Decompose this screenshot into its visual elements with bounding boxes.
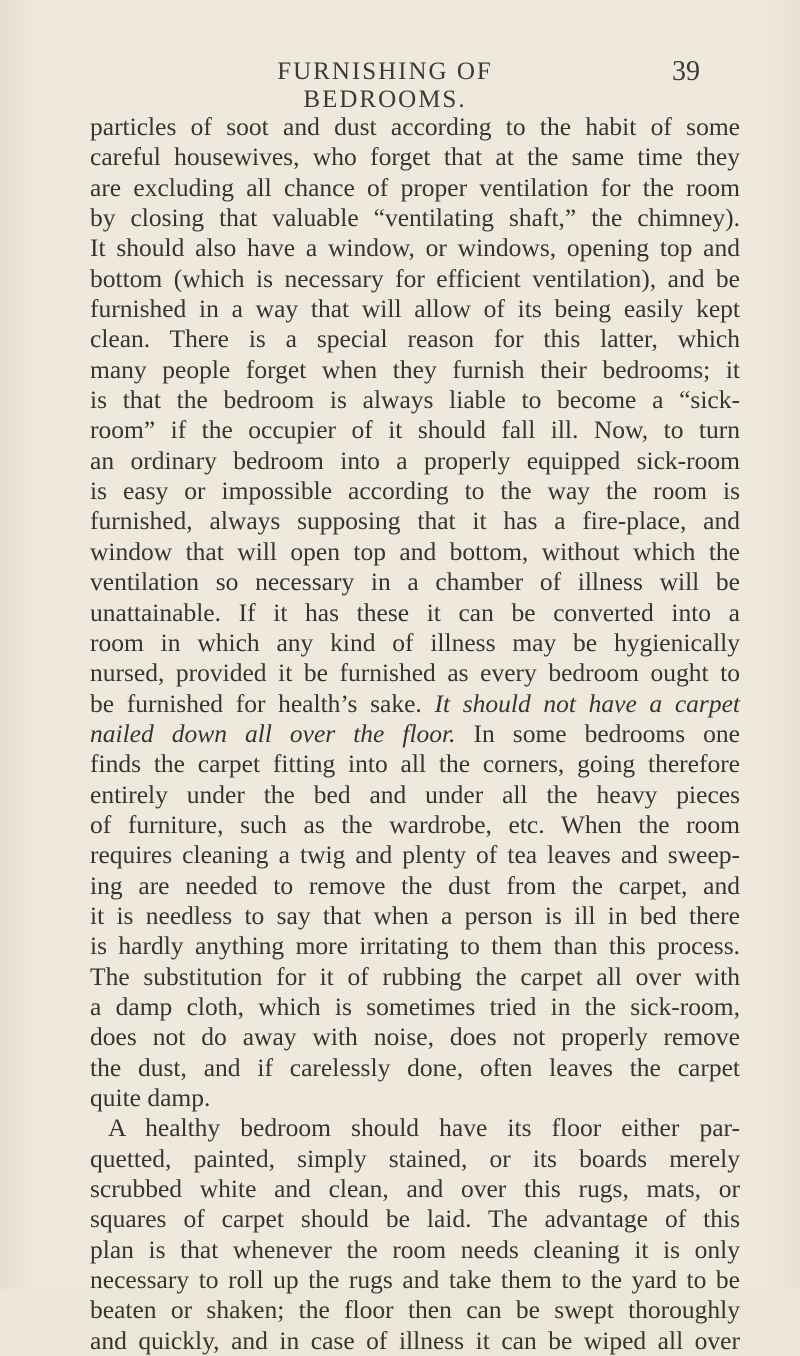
text-line: unattainable. If it has these it can be converted into a xyxy=(90,597,740,627)
text-line: ventilation so necessary in a chamber of illness will be xyxy=(90,567,740,597)
text-line: and quickly, and in case of illness it can be wiped all over xyxy=(90,1325,740,1355)
text-line: room in which any kind of illness may be hygienically xyxy=(90,627,740,657)
text-line: It should also have a window, or windows, opening top and xyxy=(90,233,740,263)
text-line: particles of soot and dust according to the habit of some xyxy=(90,112,740,141)
text-line: beaten or shaken; the floor then can be swept thoroughly xyxy=(90,1295,740,1325)
text-line: scrubbed white and clean, and over this rugs, mats, or xyxy=(90,1174,740,1204)
text-line: A healthy bedroom should have its floor either par- xyxy=(108,1113,740,1143)
text-line: room” if the occupier of it should fall ill. Now, to turn xyxy=(90,415,740,445)
text-line: a damp cloth, which is sometimes tried in the sick-room, xyxy=(90,991,740,1021)
italic-text: It should not have a carpet xyxy=(434,688,740,718)
text-line: window that will open top and bottom, without which the xyxy=(90,536,740,566)
text-line: The substitution for it of rubbing the carpet all over with xyxy=(90,961,740,991)
text-line: squares of carpet should be laid. The advantage of this xyxy=(90,1204,740,1234)
page-number: 39 xyxy=(672,56,700,87)
italic-text: nailed down all over the floor. xyxy=(90,718,456,748)
text-line: necessary to roll up the rugs and take them to the yard to be xyxy=(90,1265,740,1295)
text-line xyxy=(90,689,740,719)
text-line: quetted, painted, simply stained, or its boards merely xyxy=(90,1143,740,1173)
body-text xyxy=(90,112,740,1356)
text-line: ing are needed to remove the dust from the carpet, and xyxy=(90,870,740,900)
text-line: furnished in a way that will allow of its being easily kept xyxy=(90,294,740,324)
text-line: does not do away with noise, does not properly remove xyxy=(90,1022,740,1052)
text-line: is that the bedroom is always liable to become a “sick- xyxy=(90,385,740,415)
text-line: are excluding all chance of proper ventilation for the room xyxy=(90,172,740,202)
text-line: entirely under the bed and under all the heavy pieces xyxy=(90,779,740,809)
text-line: requires cleaning a twig and plenty of tea leaves and sweep- xyxy=(90,840,740,870)
text-line: furnished, always supposing that it has a fire-place, and xyxy=(90,506,740,536)
text-line: by closing that valuable “ventilating shaft,” the chimney). xyxy=(90,203,740,233)
text-line: an ordinary bedroom into a properly equipped sick-room xyxy=(90,445,740,475)
text-line: of furniture, such as the wardrobe, etc. When the room xyxy=(90,809,740,839)
text-line: careful housewives, who forget that at the same time they xyxy=(90,142,740,172)
text-line xyxy=(90,719,740,749)
text-line: bottom (which is necessary for efficient ventilation), and be xyxy=(90,263,740,293)
text-run: be furnished for health’s sake. xyxy=(90,688,435,718)
paragraph xyxy=(90,1113,740,1356)
text-line: is easy or impossible according to the way the room is xyxy=(90,476,740,506)
paragraph xyxy=(90,112,740,1113)
text-line: is hardly anything more irritating to them than this process. xyxy=(90,931,740,961)
text-line: quite damp. xyxy=(90,1083,211,1112)
text-line: plan is that whenever the room needs cleaning it is only xyxy=(90,1234,740,1264)
text-line: finds the carpet fitting into all the corners, going therefore xyxy=(90,749,740,779)
text-line: nursed, provided it be furnished as every bedroom ought to xyxy=(90,658,740,688)
text-line: many people forget when they furnish their bedrooms; it xyxy=(90,354,740,384)
text-run: In some bedrooms one xyxy=(455,718,740,748)
text-line: the dust, and if carelessly done, often leaves the carpet xyxy=(90,1052,740,1082)
running-title: FURNISHING OF BEDROOMS. xyxy=(277,58,493,113)
text-line: clean. There is a special reason for this latter, which xyxy=(90,324,740,354)
text-line: it is needless to say that when a person is ill in bed there xyxy=(90,900,740,930)
